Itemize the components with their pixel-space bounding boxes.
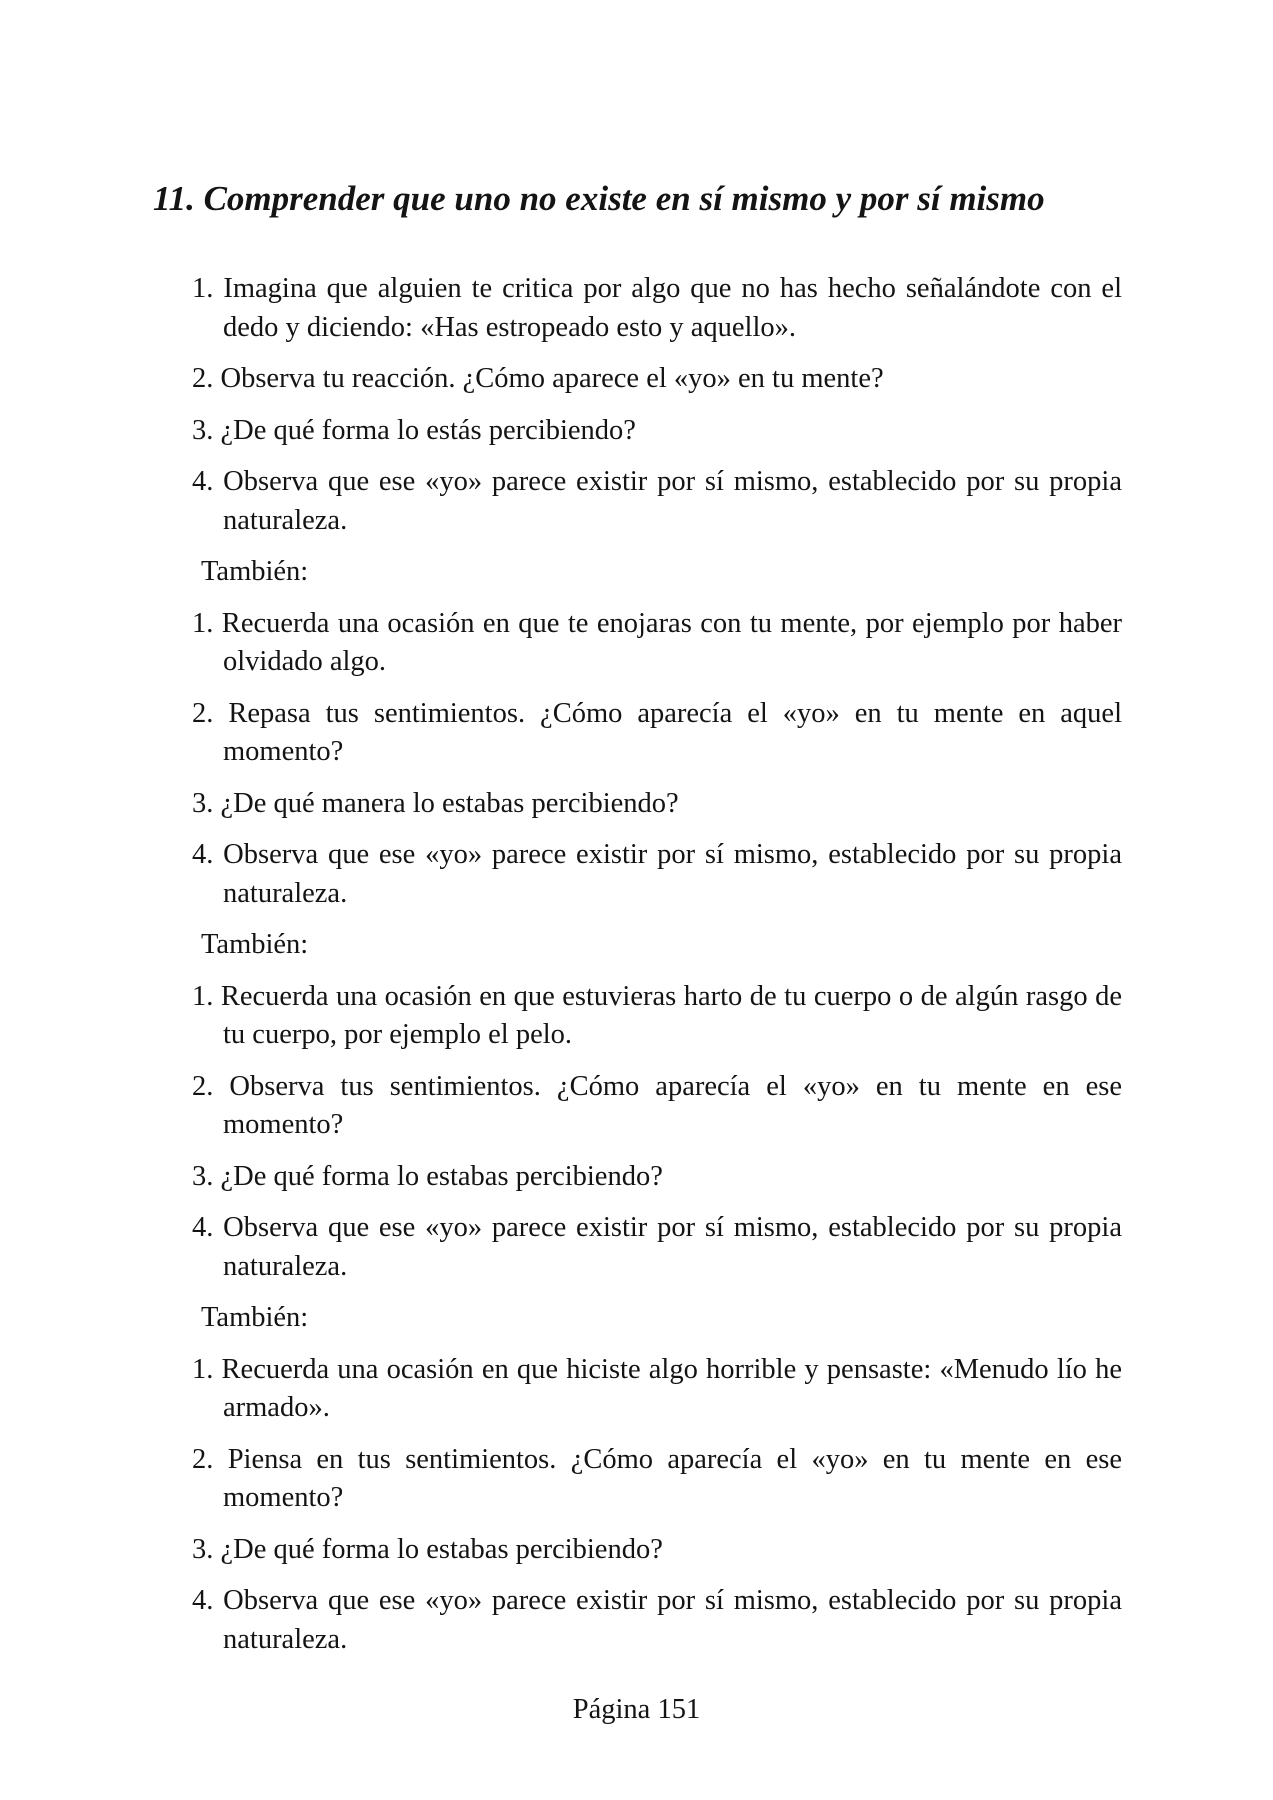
group-3-intro: También: — [201, 929, 309, 960]
group-1-item-2: 2. Observa tu reacción. ¿Cómo aparece el «yo» en tu mente? — [192, 363, 884, 394]
group-3-item-3: 3. ¿De qué forma lo estabas percibiendo? — [192, 1160, 663, 1192]
group-1-item-1: 1. Imagina que alguien te critica por algo que no has hecho señalándote con el dedo y diciendo: «Has estropeado esto y aquello». — [192, 273, 1122, 343]
group-2-item-2: 2. Repasa tus sentimientos. ¿Cómo aparecía el «yo» en tu mente en aquel momento? — [192, 697, 1122, 767]
group-4-item-2: 2. Piensa en tus sentimientos. ¿Cómo aparecía el «yo» en tu mente en ese momento? — [192, 1443, 1122, 1513]
group-4-item-1: 1. Recuerda una ocasión en que hiciste algo horrible y pensaste: «Menudo lío he armado». — [192, 1353, 1122, 1423]
group-3-item-1: 1. Recuerda una ocasión en que estuvieras harto de tu cuerpo o de algún rasgo de tu cuerpo, por ejemplo el pelo. — [192, 980, 1122, 1050]
group-3-item-4: 4. Observa que ese «yo» parece existir por sí mismo, establecido por su propia naturaleza. — [192, 1212, 1122, 1282]
group-1-item-3: 3. ¿De qué forma lo estás percibiendo? — [192, 414, 636, 446]
group-4-intro: También: — [201, 1302, 309, 1333]
group-4-item-3: 3. ¿De qué forma lo estabas percibiendo? — [192, 1533, 663, 1565]
page-number: Página 151 — [572, 1694, 701, 1725]
group-4-item-4: 4. Observa que ese «yo» parece existir por sí mismo, establecido por su propia naturaleza. — [192, 1585, 1122, 1655]
group-2-item-1: 1. Recuerda una ocasión en que te enojaras con tu mente, por ejemplo por haber olvidado algo. — [192, 607, 1122, 677]
section-title: 11. Comprender que uno no existe en sí mismo y por sí mismo — [153, 179, 1045, 218]
group-2-item-3: 3. ¿De qué manera lo estabas percibiendo? — [192, 787, 679, 819]
group-1-item-4: 4. Observa que ese «yo» parece existir por sí mismo, establecido por su propia naturaleza. — [192, 466, 1122, 536]
group-3-item-2: 2. Observa tus sentimientos. ¿Cómo aparecía el «yo» en tu mente en ese momento? — [192, 1070, 1122, 1140]
group-2-intro: También: — [201, 556, 309, 587]
exercise-body — [192, 270, 1122, 1672]
group-2-item-4: 4. Observa que ese «yo» parece existir por sí mismo, establecido por su propia naturaleza. — [192, 839, 1122, 909]
